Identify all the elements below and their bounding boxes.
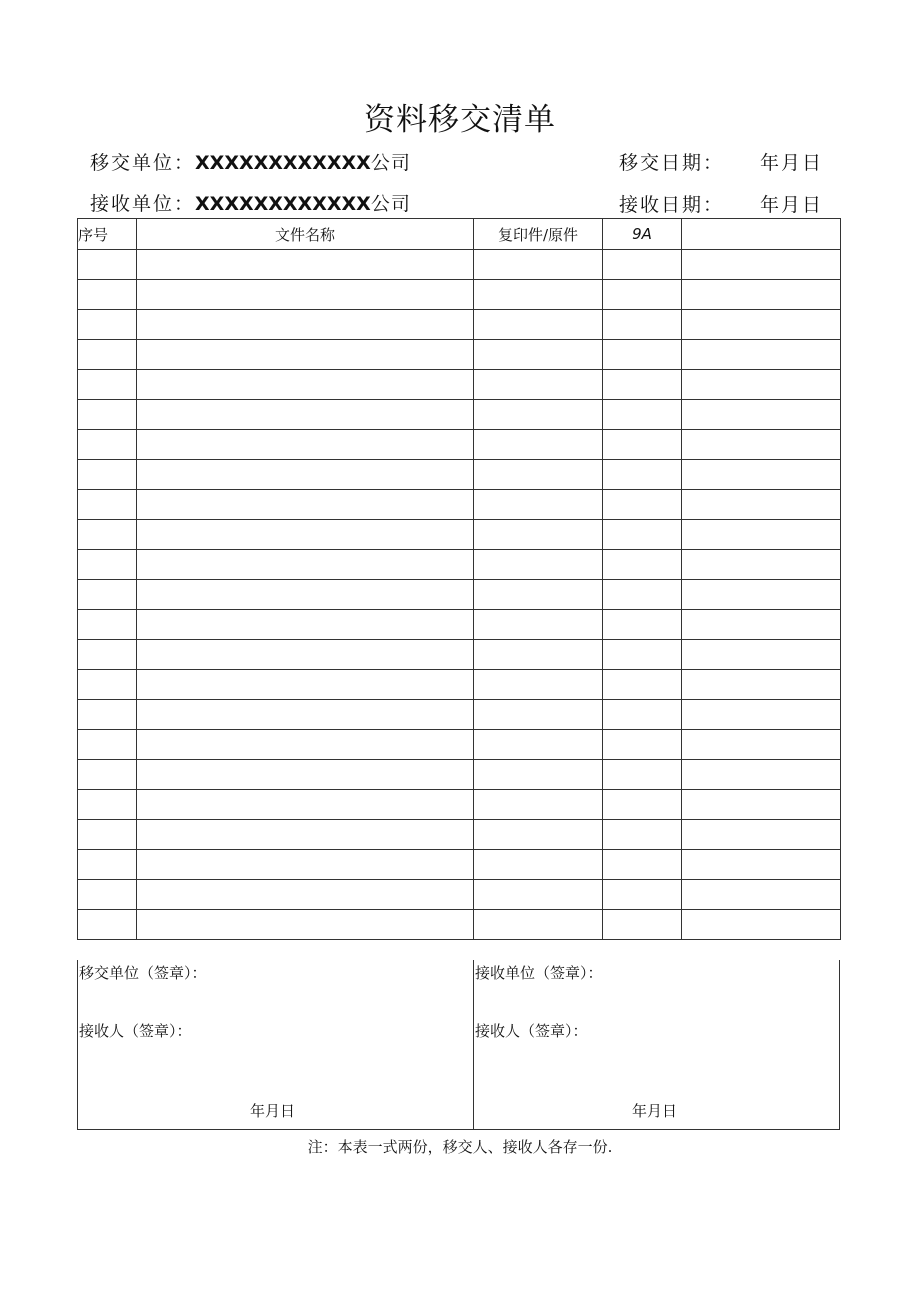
cell-copy-original[interactable] bbox=[474, 280, 603, 310]
cell-copy-original[interactable] bbox=[474, 640, 603, 670]
col-header-blank bbox=[682, 219, 841, 250]
cell-9a[interactable] bbox=[603, 730, 682, 760]
cell-copy-original[interactable] bbox=[474, 610, 603, 640]
cell-file-name[interactable] bbox=[137, 340, 474, 370]
receive-unit-code: XXXXXXXXXXXX bbox=[195, 193, 371, 215]
cell-file-name[interactable] bbox=[137, 250, 474, 280]
cell-index[interactable] bbox=[78, 640, 137, 670]
cell-file-name[interactable] bbox=[137, 640, 474, 670]
cell-index[interactable] bbox=[78, 310, 137, 340]
cell-index[interactable] bbox=[78, 250, 137, 280]
cell-copy-original[interactable] bbox=[474, 430, 603, 460]
cell-copy-original[interactable] bbox=[474, 340, 603, 370]
cell-index[interactable] bbox=[78, 550, 137, 580]
cell-file-name[interactable] bbox=[137, 490, 474, 520]
table-row bbox=[78, 850, 841, 880]
page-title: 资料移交清单 bbox=[364, 102, 556, 138]
transfer-signature-box bbox=[78, 960, 474, 1129]
col-header-index: 序号 bbox=[78, 219, 137, 250]
cell-file-name[interactable] bbox=[137, 460, 474, 490]
table-row bbox=[78, 490, 841, 520]
col-header-copy-original: 复印件/原件 bbox=[474, 219, 603, 250]
cell-index[interactable] bbox=[78, 340, 137, 370]
receive-unit-label: 接收单位： bbox=[90, 193, 196, 215]
cell-blank[interactable] bbox=[682, 790, 841, 820]
cell-9a[interactable] bbox=[603, 880, 682, 910]
table-header-row bbox=[78, 219, 841, 250]
cell-9a[interactable] bbox=[603, 670, 682, 700]
cell-file-name[interactable] bbox=[137, 550, 474, 580]
table-row bbox=[78, 670, 841, 700]
cell-9a[interactable] bbox=[603, 760, 682, 790]
cell-copy-original[interactable] bbox=[474, 520, 603, 550]
cell-index[interactable] bbox=[78, 730, 137, 760]
cell-file-name[interactable] bbox=[137, 700, 474, 730]
cell-file-name[interactable] bbox=[137, 730, 474, 760]
cell-blank[interactable] bbox=[682, 850, 841, 880]
cell-index[interactable] bbox=[78, 280, 137, 310]
table-row bbox=[78, 910, 841, 940]
cell-blank[interactable] bbox=[682, 550, 841, 580]
cell-copy-original[interactable] bbox=[474, 670, 603, 700]
cell-copy-original[interactable] bbox=[474, 550, 603, 580]
cell-9a[interactable] bbox=[603, 370, 682, 400]
receive-unit-suffix: 公司 bbox=[370, 193, 411, 215]
table-row bbox=[78, 700, 841, 730]
cell-9a[interactable] bbox=[603, 580, 682, 610]
cell-copy-original[interactable] bbox=[474, 370, 603, 400]
receive-date-label: 接收日期： bbox=[619, 194, 725, 216]
cell-file-name[interactable] bbox=[137, 310, 474, 340]
cell-index[interactable] bbox=[78, 370, 137, 400]
cell-blank[interactable] bbox=[682, 880, 841, 910]
cell-copy-original[interactable] bbox=[474, 310, 603, 340]
table-row bbox=[78, 460, 841, 490]
cell-blank[interactable] bbox=[682, 580, 841, 610]
cell-file-name[interactable] bbox=[137, 850, 474, 880]
table-row bbox=[78, 430, 841, 460]
cell-9a[interactable] bbox=[603, 310, 682, 340]
transfer-unit-seal-label: 移交单位（签章）： bbox=[79, 964, 207, 982]
table-row bbox=[78, 610, 841, 640]
cell-9a[interactable] bbox=[603, 460, 682, 490]
table-row bbox=[78, 640, 841, 670]
cell-blank[interactable] bbox=[682, 670, 841, 700]
cell-index[interactable] bbox=[78, 520, 137, 550]
table-row bbox=[78, 730, 841, 760]
receive-person-seal-label: 接收人（签章）： bbox=[475, 1022, 588, 1040]
cell-9a[interactable] bbox=[603, 820, 682, 850]
cell-index[interactable] bbox=[78, 400, 137, 430]
transfer-unit-code: XXXXXXXXXXXX bbox=[195, 152, 371, 174]
cell-copy-original[interactable] bbox=[474, 700, 603, 730]
cell-index[interactable] bbox=[78, 700, 137, 730]
cell-blank[interactable] bbox=[682, 490, 841, 520]
cell-index[interactable] bbox=[78, 790, 137, 820]
cell-9a[interactable] bbox=[603, 640, 682, 670]
cell-9a[interactable] bbox=[603, 790, 682, 820]
table-row bbox=[78, 400, 841, 430]
cell-index[interactable] bbox=[78, 880, 137, 910]
signature-section bbox=[77, 960, 840, 1130]
cell-index[interactable] bbox=[78, 580, 137, 610]
cell-file-name[interactable] bbox=[137, 670, 474, 700]
cell-9a[interactable] bbox=[603, 520, 682, 550]
cell-file-name[interactable] bbox=[137, 580, 474, 610]
cell-file-name[interactable] bbox=[137, 760, 474, 790]
cell-file-name[interactable] bbox=[137, 610, 474, 640]
transfer-signature-date: 年月日 bbox=[250, 1102, 296, 1120]
cell-copy-original[interactable] bbox=[474, 850, 603, 880]
cell-copy-original[interactable] bbox=[474, 580, 603, 610]
document-list-table bbox=[77, 218, 841, 940]
cell-index[interactable] bbox=[78, 610, 137, 640]
cell-index[interactable] bbox=[78, 490, 137, 520]
cell-blank[interactable] bbox=[682, 910, 841, 940]
cell-file-name[interactable] bbox=[137, 370, 474, 400]
receive-unit-seal-label: 接收单位（签章）： bbox=[475, 964, 603, 982]
cell-9a[interactable] bbox=[603, 910, 682, 940]
cell-blank[interactable] bbox=[682, 730, 841, 760]
transfer-person-seal-label: 接收人（签章）： bbox=[79, 1022, 192, 1040]
table-row bbox=[78, 340, 841, 370]
cell-file-name[interactable] bbox=[137, 880, 474, 910]
cell-9a[interactable] bbox=[603, 250, 682, 280]
cell-blank[interactable] bbox=[682, 280, 841, 310]
cell-blank[interactable] bbox=[682, 370, 841, 400]
table-row bbox=[78, 580, 841, 610]
cell-index[interactable] bbox=[78, 820, 137, 850]
cell-file-name[interactable] bbox=[137, 280, 474, 310]
cell-blank[interactable] bbox=[682, 520, 841, 550]
cell-index[interactable] bbox=[78, 430, 137, 460]
cell-blank[interactable] bbox=[682, 460, 841, 490]
cell-file-name[interactable] bbox=[137, 520, 474, 550]
cell-copy-original[interactable] bbox=[474, 880, 603, 910]
cell-copy-original[interactable] bbox=[474, 760, 603, 790]
table-row bbox=[78, 250, 841, 280]
cell-copy-original[interactable] bbox=[474, 730, 603, 760]
cell-9a[interactable] bbox=[603, 850, 682, 880]
table-row bbox=[78, 520, 841, 550]
cell-blank[interactable] bbox=[682, 340, 841, 370]
cell-copy-original[interactable] bbox=[474, 250, 603, 280]
cell-9a[interactable] bbox=[603, 550, 682, 580]
transfer-unit-suffix: 公司 bbox=[370, 152, 411, 174]
cell-copy-original[interactable] bbox=[474, 400, 603, 430]
cell-9a[interactable] bbox=[603, 430, 682, 460]
cell-file-name[interactable] bbox=[137, 400, 474, 430]
footer-note: 注：本表一式两份，移交人、接收人各存一份. bbox=[307, 1138, 613, 1156]
cell-blank[interactable] bbox=[682, 310, 841, 340]
cell-copy-original[interactable] bbox=[474, 790, 603, 820]
table-row bbox=[78, 880, 841, 910]
receive-unit-row bbox=[90, 189, 411, 216]
cell-9a[interactable] bbox=[603, 400, 682, 430]
col-header-9a: 9A bbox=[603, 219, 682, 250]
receive-signature-date: 年月日 bbox=[632, 1102, 678, 1120]
transfer-unit-label: 移交单位： bbox=[90, 152, 196, 174]
cell-index[interactable] bbox=[78, 460, 137, 490]
cell-copy-original[interactable] bbox=[474, 910, 603, 940]
receive-signature-box bbox=[474, 960, 839, 1129]
cell-copy-original[interactable] bbox=[474, 820, 603, 850]
table-row bbox=[78, 310, 841, 340]
cell-index[interactable] bbox=[78, 850, 137, 880]
cell-9a[interactable] bbox=[603, 340, 682, 370]
cell-blank[interactable] bbox=[682, 400, 841, 430]
table-row bbox=[78, 820, 841, 850]
cell-blank[interactable] bbox=[682, 820, 841, 850]
cell-index[interactable] bbox=[78, 910, 137, 940]
cell-blank[interactable] bbox=[682, 640, 841, 670]
cell-blank[interactable] bbox=[682, 610, 841, 640]
table-row bbox=[78, 760, 841, 790]
cell-copy-original[interactable] bbox=[474, 490, 603, 520]
cell-file-name[interactable] bbox=[137, 430, 474, 460]
receive-date-value: 年月日 bbox=[760, 194, 824, 216]
cell-blank[interactable] bbox=[682, 430, 841, 460]
cell-9a[interactable] bbox=[603, 490, 682, 520]
cell-copy-original[interactable] bbox=[474, 460, 603, 490]
cell-index[interactable] bbox=[78, 670, 137, 700]
cell-file-name[interactable] bbox=[137, 790, 474, 820]
cell-9a[interactable] bbox=[603, 610, 682, 640]
cell-file-name[interactable] bbox=[137, 910, 474, 940]
cell-blank[interactable] bbox=[682, 760, 841, 790]
cell-index[interactable] bbox=[78, 760, 137, 790]
cell-blank[interactable] bbox=[682, 250, 841, 280]
transfer-date-value: 年月日 bbox=[760, 152, 824, 174]
transfer-date-label: 移交日期： bbox=[619, 152, 725, 174]
cell-9a[interactable] bbox=[603, 280, 682, 310]
cell-9a[interactable] bbox=[603, 700, 682, 730]
transfer-unit-row bbox=[90, 148, 411, 175]
table-row bbox=[78, 790, 841, 820]
cell-blank[interactable] bbox=[682, 700, 841, 730]
table-row bbox=[78, 370, 841, 400]
cell-file-name[interactable] bbox=[137, 820, 474, 850]
table-row bbox=[78, 550, 841, 580]
table-row bbox=[78, 280, 841, 310]
col-header-file-name: 文件名称 bbox=[137, 219, 474, 250]
